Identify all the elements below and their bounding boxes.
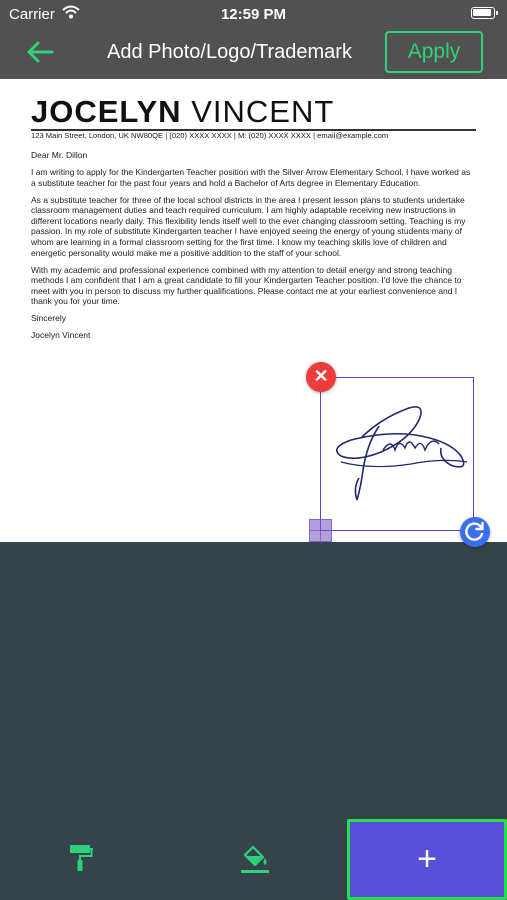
paragraph-2: As a substitute teacher for three of the local school districts in the area I present lesson plans to students undertake classroom management duties and teach required curriculum. I am highly adaptable receiving new instructions in different locations nearly daily. This flexibility lends itself well to the ever changing classroom setting. Teaching is my passion. In my role of substitute Kindergarten teacher I have enjoyed seeing the energy of young students many of whom are learning in a formal classroom setting for the first time. I know my teaching skills love of children and energetic personality would make me a positive addition to the staff of your school.: [31, 194, 466, 258]
name-first: JOCELYN: [31, 94, 182, 129]
paint-roller-icon[interactable]: [66, 843, 96, 873]
signature-image: [321, 378, 475, 532]
rotate-icon[interactable]: [460, 517, 490, 547]
add-button[interactable]: +: [347, 819, 507, 900]
paragraph-3: With my academic and professional experience combined with my attention to detail energy and strong teaching methods I am confident that I am a great candidate to fill your Kindergarten Teacher position. I'd love the chance to meet with you in person to discuss my further qualifications. Please contact me at your earliest convenience and I thank you for your time.: [31, 264, 462, 307]
signature-overlay[interactable]: [320, 377, 474, 531]
paint-bucket-icon[interactable]: [239, 843, 271, 875]
top-bar: [0, 0, 507, 79]
page-title: Add Photo/Logo/Trademark: [107, 41, 352, 63]
resize-handle-icon[interactable]: [309, 519, 332, 542]
contact-line: 123 Main Street, London, UK NW80QE | (020) XXXX XXXX | M: (020) XXXX XXXX | email@example.com: [31, 131, 389, 140]
status-bar: [0, 0, 507, 28]
closing: Sincerely: [31, 313, 66, 324]
letter-body: [31, 150, 471, 347]
arrow-left-icon[interactable]: [25, 39, 55, 65]
clock: 12:59 PM: [220, 6, 287, 23]
paragraph-1: I am writing to apply for the Kindergarten Teacher position with the Silver Arrow Elementary School. I have worked as a substitute teacher for the past four years and hold a Bachelor of Arts degree in Elementary Education.: [31, 166, 471, 188]
battery-icon: [471, 7, 495, 19]
greeting: Dear Mr. Dillon: [31, 150, 88, 160]
carrier-label: Carrier: [9, 6, 55, 23]
document-name: [31, 94, 334, 130]
nav-bar: [0, 28, 507, 79]
apply-button[interactable]: Apply: [385, 31, 483, 73]
close-icon[interactable]: ✕: [306, 362, 336, 392]
name-last: VINCENT: [191, 94, 335, 129]
signer-name: Jocelyn Vincent: [31, 330, 91, 341]
